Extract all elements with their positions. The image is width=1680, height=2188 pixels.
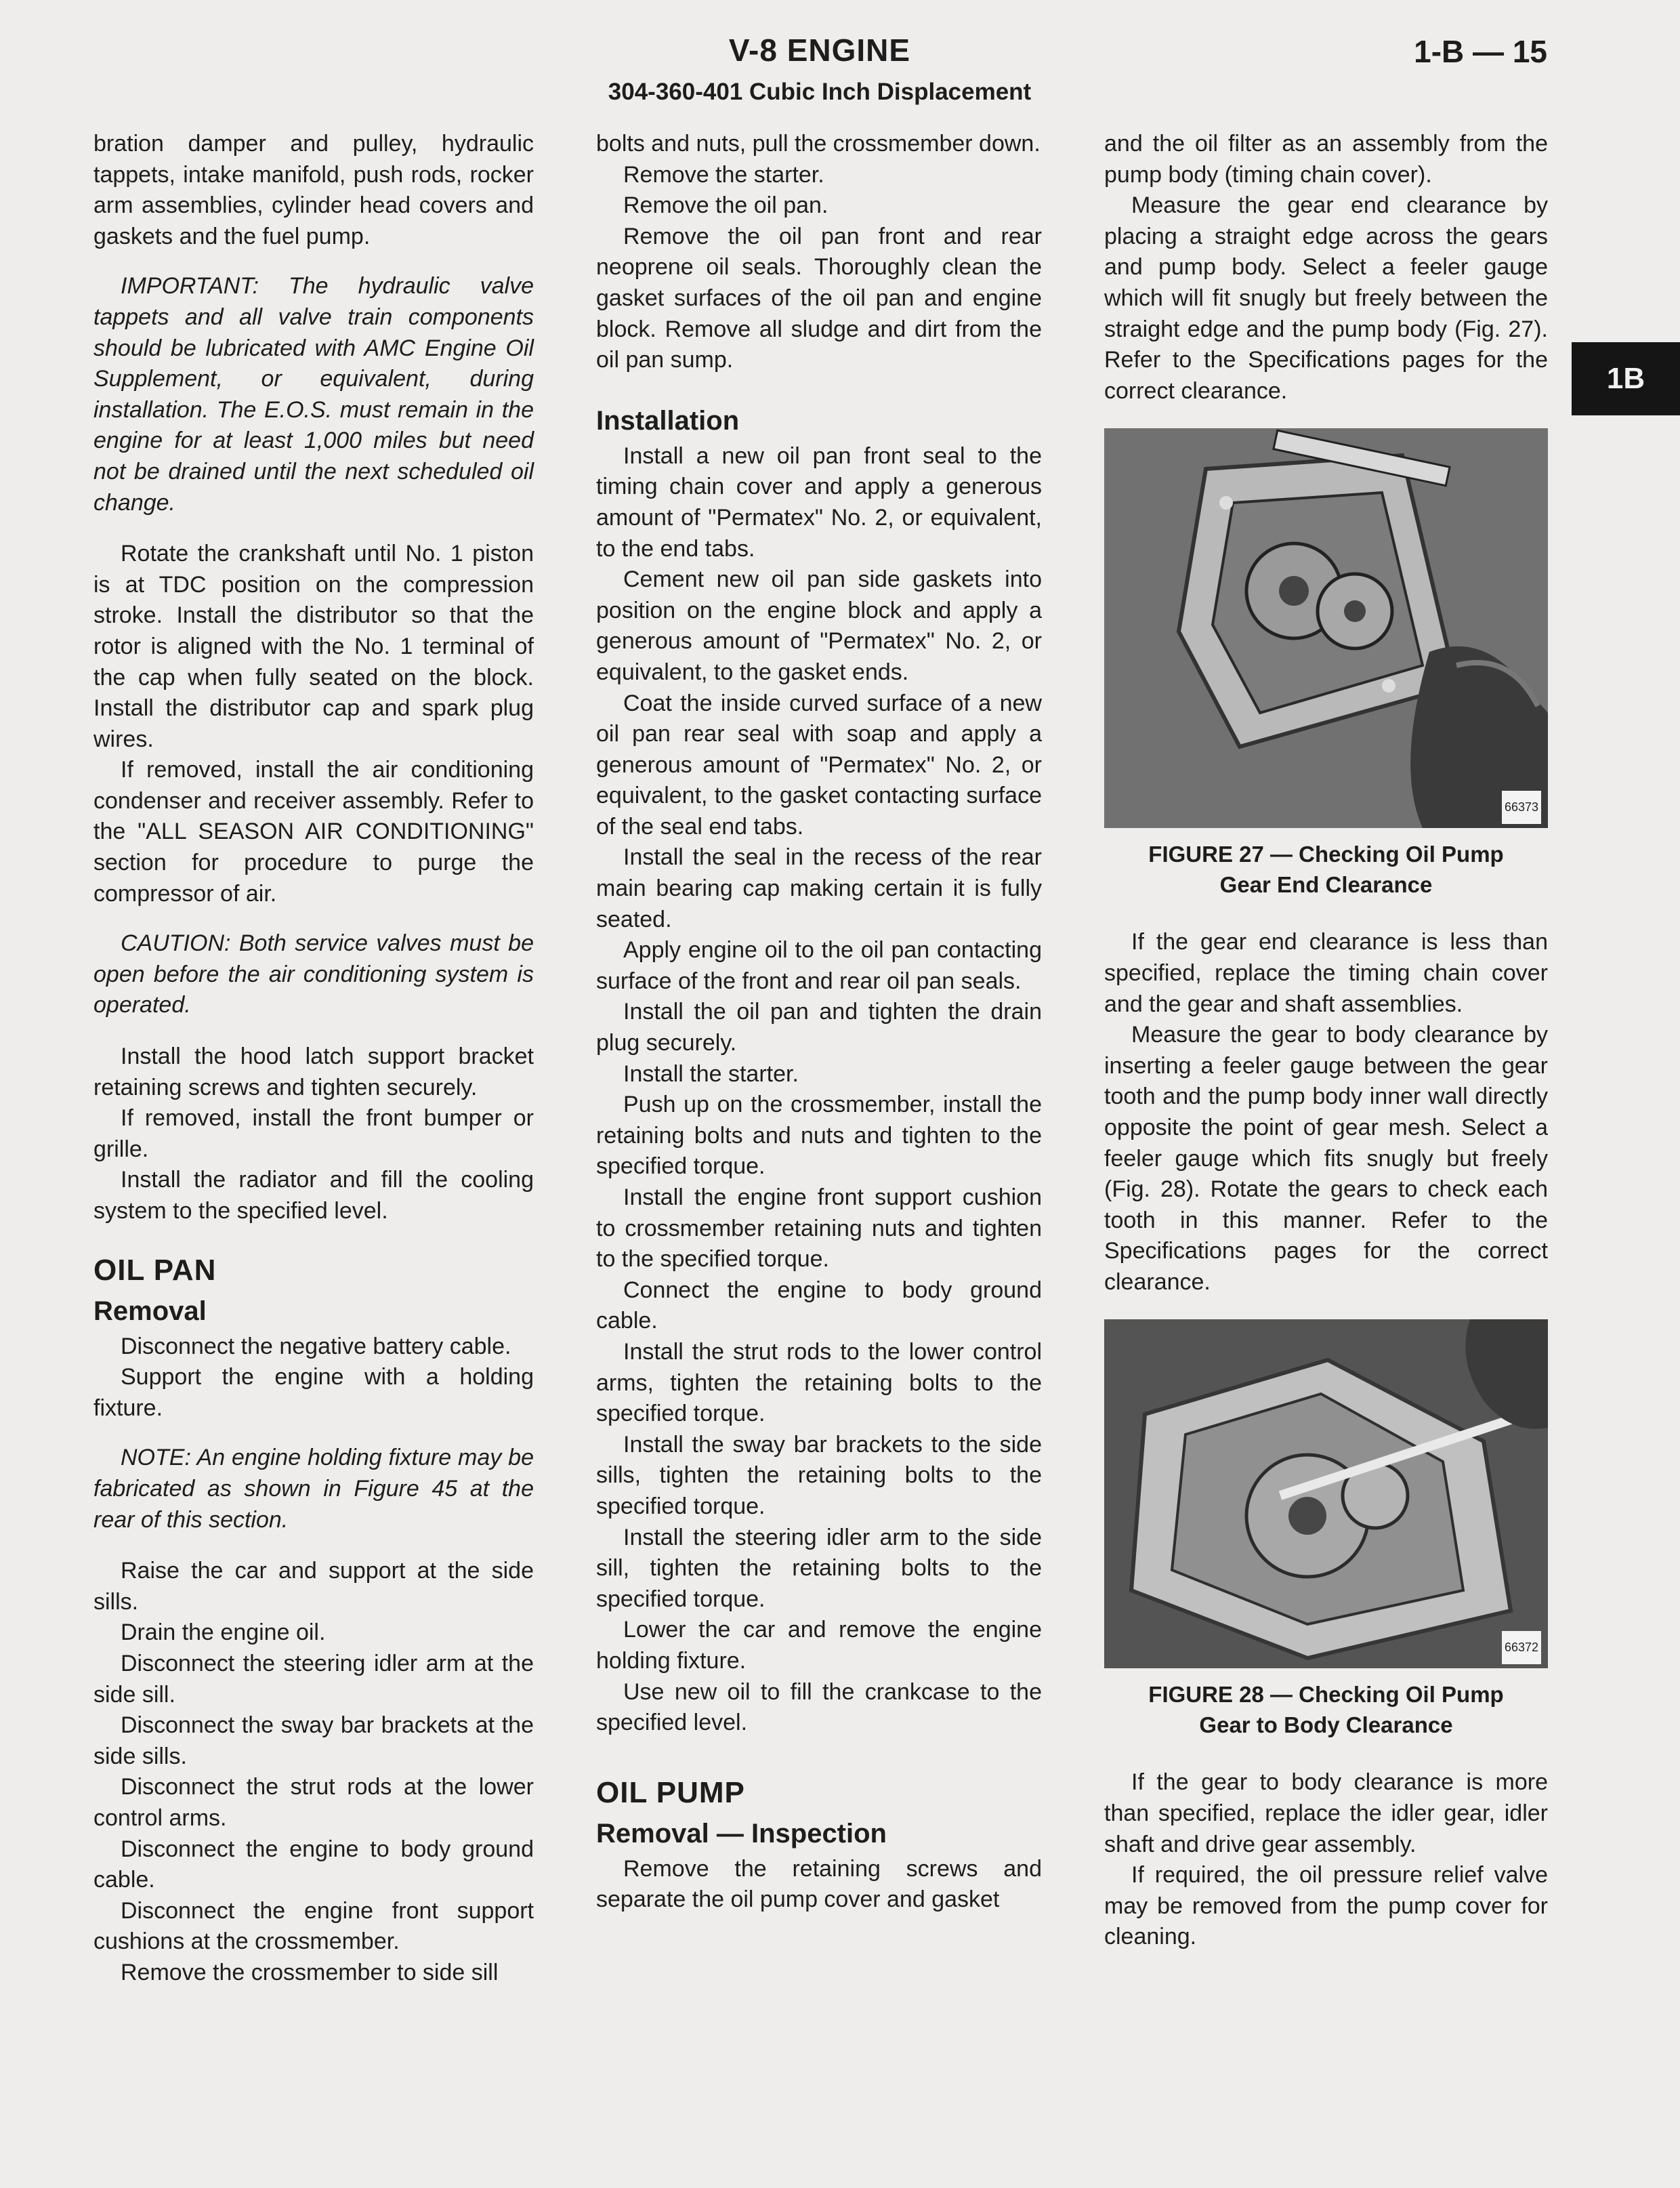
paragraph: If removed, install the air conditioning condenser and receiver assembly. Refer to the "ALL SEASON AIR CONDITIONING" section for procedure to purge the compressor of air. [93,757,534,907]
paragraph: Install the hood latch support bracket retaining screws and tighten securely. [93,1044,534,1100]
right-column [1104,129,1548,1953]
paragraph: Lower the car and remove the engine holding fixture. [596,1617,1042,1674]
page-subtitle: 304-360-401 Cubic Inch Displacement [608,79,1032,105]
section-tab: 1B [1572,342,1680,415]
caution-note: CAUTION: Both service valves must be open before the air conditioning system is operated. [93,930,534,1018]
subheading-removal-inspection: Removal — Inspection [596,1818,887,1849]
paragraph: Rotate the crankshaft until No. 1 piston is at TDC position on the compression stroke. Install the distributor so that the rotor is aligned with the No. 1 terminal of the cap when fully seated on the block. Install the distributor cap and spark plug wires. [93,541,534,752]
figure-28 [1104,1319,1548,1740]
paragraph: Measure the gear to body clearance by inserting a feeler gauge between the gear tooth and the pump body inner wall directly opposite the point of gear mesh. Select a feeler gauge which fits snugly but freely (Fig. 28). Rotate the gears to check each tooth in this manner. Refer to the Specifications pages for the correct clearance. [1104,1022,1548,1295]
paragraph: Install the starter. [623,1060,799,1087]
paragraph: Install the steering idler arm to the side sill, tighten the retaining bolts to the specified torque. [596,1524,1042,1612]
paragraph: and the oil filter as an assembly from the pump body (timing chain cover). [1104,131,1548,188]
subheading-installation: Installation [596,405,740,436]
paragraph: Use new oil to fill the crankcase to the specified level. [596,1678,1042,1736]
page-header [555,31,1084,108]
paragraph: bolts and nuts, pull the crossmember down. [596,131,1041,157]
figure-27-photo [1104,428,1548,828]
paragraph: Install the oil pan and tighten the drain plug securely. [596,999,1042,1056]
paragraph: Remove the crossmember to side sill [121,1959,499,1985]
paragraph: Measure the gear end clearance by placing a straight edge across the gears and pump body. Select a feeler gauge which will fit snugly but freely between the straight edge and the pump body (Fig. 27). Refer to the Specifications pages for the correct clearance. [1104,192,1548,404]
figure-28-caption-line-2: Gear to Body Clearance [1199,1712,1453,1738]
left-column [93,129,534,1988]
paragraph: Remove the oil pan front and rear neoprene oil seals. Thoroughly clean the gasket surfaces of the oil pan and engine block. Remove all sludge and dirt from the oil pan sump. [596,223,1042,373]
paragraph: Install the sway bar brackets to the side sills, tighten the retaining bolts to the specified torque. [596,1431,1042,1519]
figure-27-number: 66373 [1502,791,1541,825]
paragraph: Apply engine oil to the oil pan contacting surface of the front and rear oil pan seals. [596,937,1042,994]
note: NOTE: An engine holding fixture may be fabricated as shown in Figure 45 at the rear of this section. [93,1445,534,1533]
paragraph: Connect the engine to body ground cable. [596,1277,1042,1334]
paragraph: Install the radiator and fill the cooling system to the specified level. [93,1167,534,1224]
paragraph: Install the seal in the recess of the rear main bearing cap making certain it is fully seated. [596,844,1042,932]
subheading-removal: Removal [93,1296,207,1326]
section-heading-oil-pump: OIL PUMP [596,1775,745,1809]
paragraph: Coat the inside curved surface of a new oil pan rear seal with soap and apply a generous amount of "Permatex" No. 2, or equivalent, to the gasket contacting surface of the seal end tabs. [596,690,1042,840]
figure-27-caption-line-1: FIGURE 27 — Checking Oil Pump [1148,842,1504,867]
oil-pump-gear-end-clearance-image [1104,428,1548,828]
oil-pump-gear-body-clearance-image [1104,1319,1548,1668]
paragraph: Remove the starter. [623,161,824,188]
paragraph: Disconnect the negative battery cable. [121,1333,511,1359]
paragraph: Disconnect the sway bar brackets at the side sills. [93,1712,534,1769]
figure-27 [1104,428,1548,900]
figure-28-number: 66372 [1502,1631,1541,1665]
figure-28-caption-line-1: FIGURE 28 — Checking Oil Pump [1148,1682,1504,1708]
figure-28-caption [1104,1679,1548,1740]
paragraph: Disconnect the steering idler arm at the side sill. [93,1650,534,1708]
paragraph: Disconnect the engine to body ground cable. [93,1836,534,1893]
paragraph: If the gear to body clearance is more than specified, replace the idler gear, idler shaft and drive gear assembly. [1104,1769,1548,1857]
page-number: 1-B — 15 [1414,34,1547,69]
paragraph: Push up on the crossmember, install the retaining bolts and nuts and tighten to the specified torque. [596,1092,1042,1180]
paragraph: Raise the car and support at the side sills. [93,1558,534,1615]
paragraph: Drain the engine oil. [121,1619,326,1646]
paragraph: Disconnect the engine front support cushions at the crossmember. [93,1897,534,1955]
paragraph: Disconnect the strut rods at the lower control arms. [93,1774,534,1831]
paragraph: Remove the oil pan. [623,192,828,219]
important-note: IMPORTANT: The hydraulic valve tappets and all valve train components should be lubricated with AMC Engine Oil Supplement, or equivalent, during installation. The E.O.S. must remain in the engine for at least 1,000 miles but need not be drained until the next scheduled oil change. [93,273,534,516]
paragraph: Remove the retaining screws and separate the oil pump cover and gasket [596,1855,1042,1913]
middle-column [596,129,1042,1916]
paragraph: If the gear end clearance is less than specified, replace the timing chain cover and the gear and shaft assemblies. [1104,929,1548,1017]
paragraph: bration damper and pulley, hydraulic tappets, intake manifold, push rods, rocker arm assemblies, cylinder head covers and gaskets and the fuel pump. [93,131,534,249]
paragraph: Install the strut rods to the lower control arms, tighten the retaining bolts to the specified torque. [596,1338,1042,1427]
figure-27-caption-line-2: Gear End Clearance [1219,872,1433,898]
paragraph: Install a new oil pan front seal to the timing chain cover and apply a generous amount of "Permatex" No. 2, or equivalent, to the end tabs. [596,442,1042,562]
page-title: V-8 ENGINE [728,33,911,68]
paragraph: Install the engine front support cushion to crossmember retaining nuts and tighten to the specified torque. [596,1184,1042,1273]
figure-27-caption [1104,839,1548,900]
paragraph: If required, the oil pressure relief valve may be removed from the pump cover for cleaning. [1104,1862,1548,1950]
paragraph: Cement new oil pan side gaskets into position on the engine block and apply a generous amount of "Permatex" No. 2, or equivalent, to the gasket ends. [596,566,1042,685]
section-heading-oil-pan: OIL PAN [93,1253,217,1287]
paragraph: If removed, install the front bumper or grille. [93,1105,534,1162]
paragraph: Support the engine with a holding fixture. [93,1364,534,1421]
figure-28-photo [1104,1319,1548,1668]
